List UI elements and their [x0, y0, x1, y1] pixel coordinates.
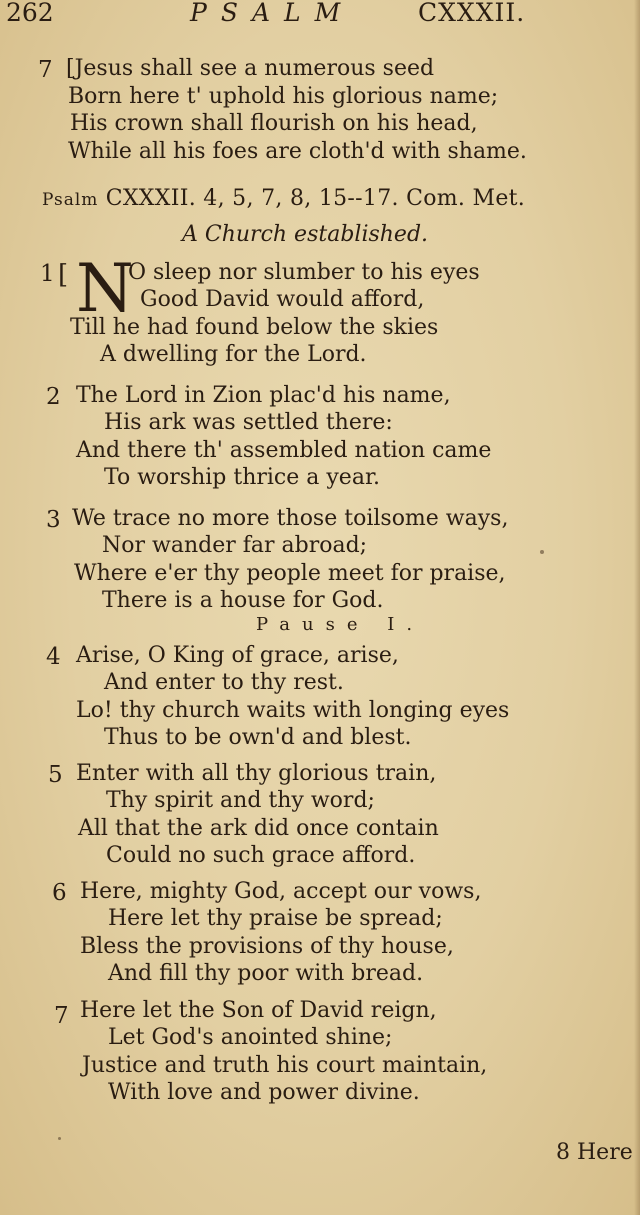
page-number: 262 [6, 0, 54, 27]
verse-line: To worship thrice a year. [104, 465, 381, 490]
verse-line: There is a house for God. [102, 588, 384, 613]
verse-line: With love and power divine. [108, 1080, 420, 1105]
ink-speck [58, 1137, 61, 1140]
verse-line: And enter to thy rest. [104, 670, 344, 695]
verse-line: O sleep nor slumber to his eyes [128, 260, 480, 285]
verse-line: Here let thy praise be spread; [108, 906, 443, 931]
verse-line: And there th' assembled nation came [76, 438, 492, 463]
verse-line: Lo! thy church waits with longing eyes [76, 698, 510, 723]
stanza-number: 7 [38, 57, 53, 83]
verse-line: Arise, O King of grace, arise, [76, 643, 399, 668]
verse-line: Justice and truth his court maintain, [82, 1053, 488, 1078]
verse-line: Thus to be own'd and blest. [104, 725, 412, 750]
running-header [0, 0, 640, 30]
verse-line: [Jesus shall see a numerous seed [66, 56, 435, 81]
verse-line: All that the ark did once contain [78, 816, 439, 841]
verse-line: Till he had found below the skies [70, 315, 439, 340]
ink-speck [540, 550, 544, 554]
verse-line: Here let the Son of David reign, [80, 998, 437, 1023]
running-psalm-number: CXXXII. [418, 0, 526, 27]
verse-line: And fill thy poor with bread. [108, 961, 424, 986]
verse-line: We trace no more those toilsome ways, [72, 506, 509, 531]
running-title: PSALM [190, 0, 355, 27]
verse-line: Enter with all thy glorious train, [76, 761, 437, 786]
verse-line: Let God's anointed shine; [108, 1025, 393, 1050]
verse-line: His crown shall flourish on his head, [70, 111, 478, 136]
stanza-number: 2 [46, 384, 61, 410]
stanza-number: 7 [54, 1003, 69, 1029]
verse-line: Bless the provisions of thy house, [80, 934, 454, 959]
verse-line: His ark was settled there: [104, 410, 393, 435]
drop-cap: N [76, 250, 134, 327]
stanza-number: 1 [40, 261, 55, 287]
verse-line: A dwelling for the Lord. [100, 342, 367, 367]
stanza-number: 6 [52, 880, 67, 906]
stanza-number: 5 [48, 762, 63, 788]
verse-line: Born here t' uphold his glorious name; [68, 84, 499, 109]
stanza-number: 3 [46, 507, 61, 533]
verse-line: Good David would afford, [140, 287, 425, 312]
verse-line: Where e'er thy people meet for praise, [74, 561, 506, 586]
verse-line: Thy spirit and thy word; [106, 788, 375, 813]
psalm-number: CXXXII. [105, 186, 196, 211]
psalm-subtitle: A Church established. [182, 222, 429, 247]
psalm-verses: 4, 5, 7, 8, 15--17. [203, 186, 399, 211]
verse-line: Nor wander far abroad; [102, 533, 368, 558]
stanza-bracket: [ [58, 260, 69, 290]
pause-label: Pause I. [256, 614, 425, 635]
psalm-label: Psalm [42, 190, 99, 210]
verse-line: Could no such grace afford. [106, 843, 416, 868]
catchword: 8 Here [556, 1140, 633, 1165]
verse-line: The Lord in Zion plac'd his name, [76, 383, 451, 408]
page-edge-shadow [634, 0, 640, 1215]
stanza-number: 4 [46, 644, 61, 670]
verse-line: While all his foes are cloth'd with shame. [68, 139, 527, 164]
verse-line: Here, mighty God, accept our vows, [80, 879, 482, 904]
psalm-heading [42, 186, 525, 211]
psalm-meter: Com. Met. [406, 186, 526, 211]
